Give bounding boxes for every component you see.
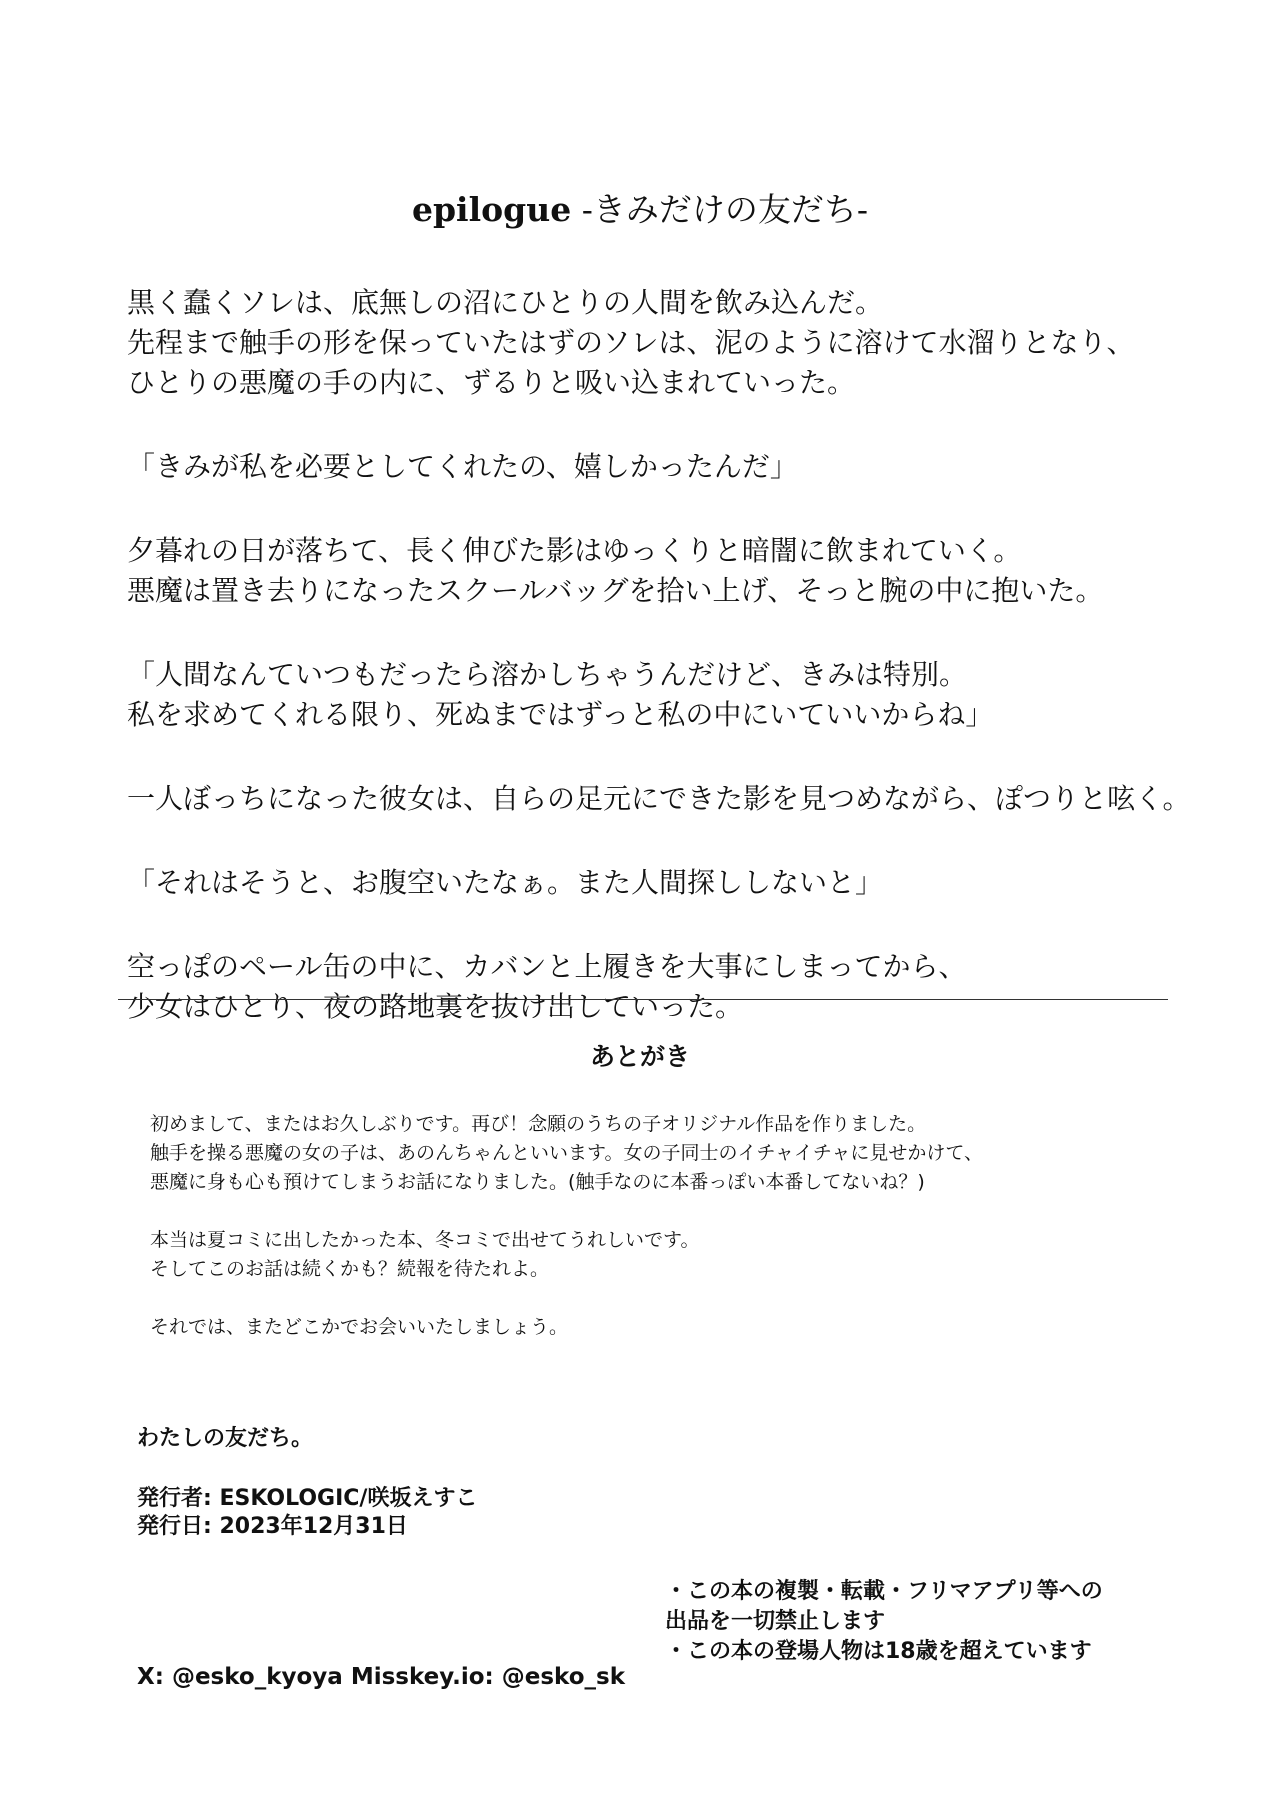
story-line: 少女はひとり、夜の路地裏を抜け出していった。 [127, 990, 744, 1023]
story-paragraph [127, 947, 1207, 1027]
afterword-paragraph [150, 1110, 1150, 1197]
story-line: 空っぽのペール缶の中に、カバンと上履きを大事にしまってから、 [127, 950, 967, 983]
story-line: 悪魔は置き去りになったスクールバッグを拾い上げ、そっと腕の中に抱いた。 [127, 574, 1104, 607]
notice-line: 出品を一切禁止します [665, 1609, 886, 1634]
afterword-line: 初めまして、またはお久しぶりです。再び！念願のうちの子オリジナル作品を作りました。 [150, 1113, 927, 1135]
afterword-paragraph [150, 1226, 1150, 1284]
afterword-title: あとがき [589, 1042, 690, 1071]
story-line: 「きみが私を必要としてくれたの、嬉しかったんだ」 [127, 450, 798, 483]
story-line: 先程まで触手の形を保っていたはずのソレは、泥のように溶けて水溜りとなり、 [127, 326, 1135, 359]
story-paragraph [127, 779, 1207, 819]
story-paragraph [127, 283, 1207, 403]
epilogue-story [127, 283, 1207, 1071]
afterword-line: 触手を操る悪魔の女の子は、あのんちゃんといいます。女の子同士のイチャイチャに見せかけて、 [150, 1142, 983, 1164]
notice-line: ・この本の複製・転載・フリマアプリ等への [665, 1579, 1103, 1604]
afterword-line: それでは、またどこかでお会いいたしましょう。 [150, 1316, 569, 1338]
story-paragraph [127, 655, 1207, 735]
story-paragraph [127, 447, 1207, 487]
colophon-publication-info [137, 1485, 737, 1541]
story-line: 夕暮れの日が落ちて、長く伸びた影はゆっくりと暗闇に飲まれていく。 [127, 534, 1022, 567]
afterword-paragraph [150, 1313, 1150, 1342]
story-line: ひとりの悪魔の手の内に、ずるりと吸い込まれていった。 [127, 366, 856, 399]
story-paragraph [127, 531, 1207, 611]
story-paragraph [127, 863, 1207, 903]
epilogue-title-main: epilogue [411, 190, 572, 229]
colophon-date: 発行日: 2023年12月31日 [137, 1514, 408, 1539]
afterword-line: 本当は夏コミに出したかった本、冬コミで出せてうれしいです。 [150, 1229, 700, 1251]
notice-line: ・この本の登場人物は18歳を超えています [665, 1639, 1092, 1664]
afterword-line: そしてこのお話は続くかも？続報を待たれよ。 [150, 1258, 550, 1280]
social-accounts: X: @esko_kyoya Misskey.io: @esko_sk [137, 1664, 626, 1690]
epilogue-title-sub: -きみだけの友だち- [571, 190, 868, 229]
afterword-body [150, 1110, 1150, 1371]
afterword-line: 悪魔に身も心も預けてしまうお話になりました。(触手なのに本番っぽい本番してないね？) [150, 1171, 925, 1193]
colophon-publisher: 発行者: ESKOLOGIC/咲坂えすこ [137, 1486, 478, 1511]
section-divider [118, 999, 1168, 1000]
story-line: 私を求めてくれる限り、死ぬまではずっと私の中にいていいからね」 [127, 698, 994, 731]
copyright-notices [665, 1577, 1185, 1667]
colophon-book-title: わたしの友だち。 [137, 1426, 314, 1451]
story-line: 一人ぼっちになった彼女は、自らの足元にできた影を見つめながら、ぽつりと呟く。 [127, 782, 1191, 815]
story-line: 黒く蠢くソレは、底無しの沼にひとりの人間を飲み込んだ。 [127, 286, 884, 319]
epilogue-title [0, 190, 1280, 230]
story-line: 「人間なんていつもだったら溶かしちゃうんだけど、きみは特別。 [127, 658, 968, 691]
story-line: 「それはそうと、お腹空いたなぁ。また人間探ししないと」 [127, 866, 884, 899]
